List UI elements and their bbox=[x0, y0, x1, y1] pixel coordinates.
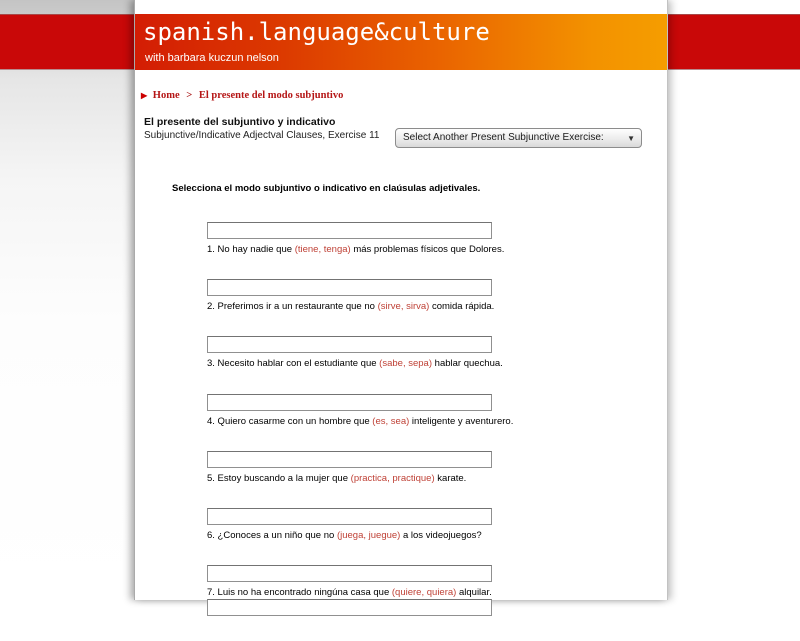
choice-link-indicative[interactable]: es bbox=[375, 416, 386, 427]
site-banner bbox=[135, 14, 667, 70]
choice-link-subjunctive[interactable]: quiera bbox=[426, 587, 454, 598]
answer-input-4[interactable] bbox=[207, 394, 492, 411]
choice-separator: , bbox=[400, 301, 407, 312]
question-after: alquilar. bbox=[456, 587, 492, 598]
question-text bbox=[207, 587, 492, 598]
question-text bbox=[207, 530, 482, 541]
breadcrumb bbox=[141, 90, 343, 101]
choice-paren-close: ) bbox=[453, 587, 457, 598]
question-text bbox=[207, 301, 494, 312]
question-after: a los videojuegos? bbox=[400, 530, 482, 541]
question-before: 2. Preferimos ir a un restaurante que no bbox=[207, 301, 378, 312]
breadcrumb-arrow-icon: ▶ bbox=[141, 91, 148, 100]
choice-paren-close: ) bbox=[347, 244, 351, 255]
instruction-text: Selecciona el modo subjuntivo o indicativo en claúsulas adjetivales. bbox=[172, 183, 481, 194]
page-left-margin bbox=[0, 0, 135, 600]
question-item bbox=[207, 394, 652, 436]
choice-link-subjunctive[interactable]: practique bbox=[392, 473, 432, 484]
choice-link-indicative[interactable]: sabe bbox=[382, 358, 403, 369]
choice-paren-open: ( bbox=[391, 587, 396, 598]
choice-link-subjunctive[interactable]: juegue bbox=[368, 530, 398, 541]
chevron-down-icon: ▼ bbox=[627, 134, 635, 143]
page-subtitle: Subjunctive/Indicative Adjectval Clauses, Exercise 11 bbox=[144, 130, 380, 141]
question-before: 7. Luis no ha encontrado ningúna casa que bbox=[207, 587, 392, 598]
choice-link-indicative[interactable]: sirve bbox=[380, 301, 401, 312]
choice-link-subjunctive[interactable]: sirva bbox=[406, 301, 427, 312]
choice-link-subjunctive[interactable]: sea bbox=[390, 416, 407, 427]
answer-input-7[interactable] bbox=[207, 565, 492, 582]
question-text bbox=[207, 244, 504, 255]
question-after: hablar quechua. bbox=[432, 358, 503, 369]
site-subtitle: with barbara kuczun nelson bbox=[145, 52, 279, 64]
question-before: 5. Estoy buscando a la mujer que bbox=[207, 473, 351, 484]
question-text bbox=[207, 473, 466, 484]
page-title: El presente del subjuntivo y indicativo bbox=[144, 116, 336, 128]
choice-link-indicative[interactable]: tiene bbox=[297, 244, 319, 255]
choice-separator: , bbox=[421, 587, 427, 598]
choice-separator: , bbox=[318, 244, 324, 255]
site-title: spanish.language&culture bbox=[143, 18, 490, 46]
choice-separator: , bbox=[402, 358, 409, 369]
question-after: inteligente y aventurero. bbox=[409, 416, 514, 427]
choice-link-subjunctive[interactable]: tenga bbox=[323, 244, 348, 255]
choice-paren-close: ) bbox=[428, 358, 433, 369]
choice-separator: , bbox=[363, 530, 369, 541]
content-column bbox=[134, 0, 668, 600]
choice-paren-open: ( bbox=[379, 358, 383, 369]
question-item bbox=[207, 279, 652, 321]
exercise-select-value: Select Another Present Subjunctive Exercise: bbox=[403, 132, 604, 143]
choice-paren-close: ) bbox=[426, 301, 430, 312]
choice-separator: , bbox=[387, 473, 393, 484]
question-before: 1. No hay nadie que bbox=[207, 244, 295, 255]
question-after: más problemas físicos que Dolores. bbox=[350, 244, 505, 255]
answer-input-1[interactable] bbox=[207, 222, 492, 239]
question-item bbox=[207, 451, 652, 493]
exercise-select[interactable] bbox=[395, 128, 642, 148]
breadcrumb-separator: > bbox=[186, 90, 193, 101]
question-item bbox=[207, 222, 652, 264]
answer-input-5[interactable] bbox=[207, 451, 492, 468]
question-before: 6. ¿Conoces a un niño que no bbox=[207, 530, 337, 541]
question-text bbox=[207, 416, 513, 427]
breadcrumb-home-link[interactable]: Home bbox=[152, 90, 180, 101]
question-before: 4. Quiero casarme con un hombre que bbox=[207, 416, 373, 427]
choice-paren-open: ( bbox=[350, 473, 354, 484]
question-item bbox=[207, 508, 652, 550]
breadcrumb-current-link[interactable]: El presente del modo subjuntivo bbox=[198, 90, 344, 101]
question-item bbox=[207, 336, 652, 378]
answer-input-6[interactable] bbox=[207, 508, 492, 525]
choice-paren-close: ) bbox=[397, 530, 401, 541]
choice-paren-close: ) bbox=[431, 473, 435, 484]
question-before: 3. Necesito hablar con el estudiante que bbox=[207, 358, 380, 369]
choice-paren-open: ( bbox=[294, 244, 298, 255]
choice-link-indicative[interactable]: juega bbox=[340, 530, 364, 541]
answer-input-8-partial[interactable] bbox=[207, 599, 492, 616]
choice-paren-close: ) bbox=[406, 416, 410, 427]
choice-paren-open: ( bbox=[372, 416, 376, 427]
choice-link-indicative[interactable]: quiere bbox=[395, 587, 422, 598]
choice-link-subjunctive[interactable]: sepa bbox=[408, 358, 429, 369]
question-after: comida rápida. bbox=[429, 301, 495, 312]
choice-paren-open: ( bbox=[377, 301, 381, 312]
question-text bbox=[207, 358, 503, 369]
question-item-partial bbox=[207, 599, 652, 641]
choice-paren-open: ( bbox=[336, 530, 341, 541]
answer-input-2[interactable] bbox=[207, 279, 492, 296]
choice-link-indicative[interactable]: practica bbox=[353, 473, 388, 484]
choice-separator: , bbox=[385, 416, 391, 427]
answer-input-3[interactable] bbox=[207, 336, 492, 353]
question-after: karate. bbox=[434, 473, 467, 484]
